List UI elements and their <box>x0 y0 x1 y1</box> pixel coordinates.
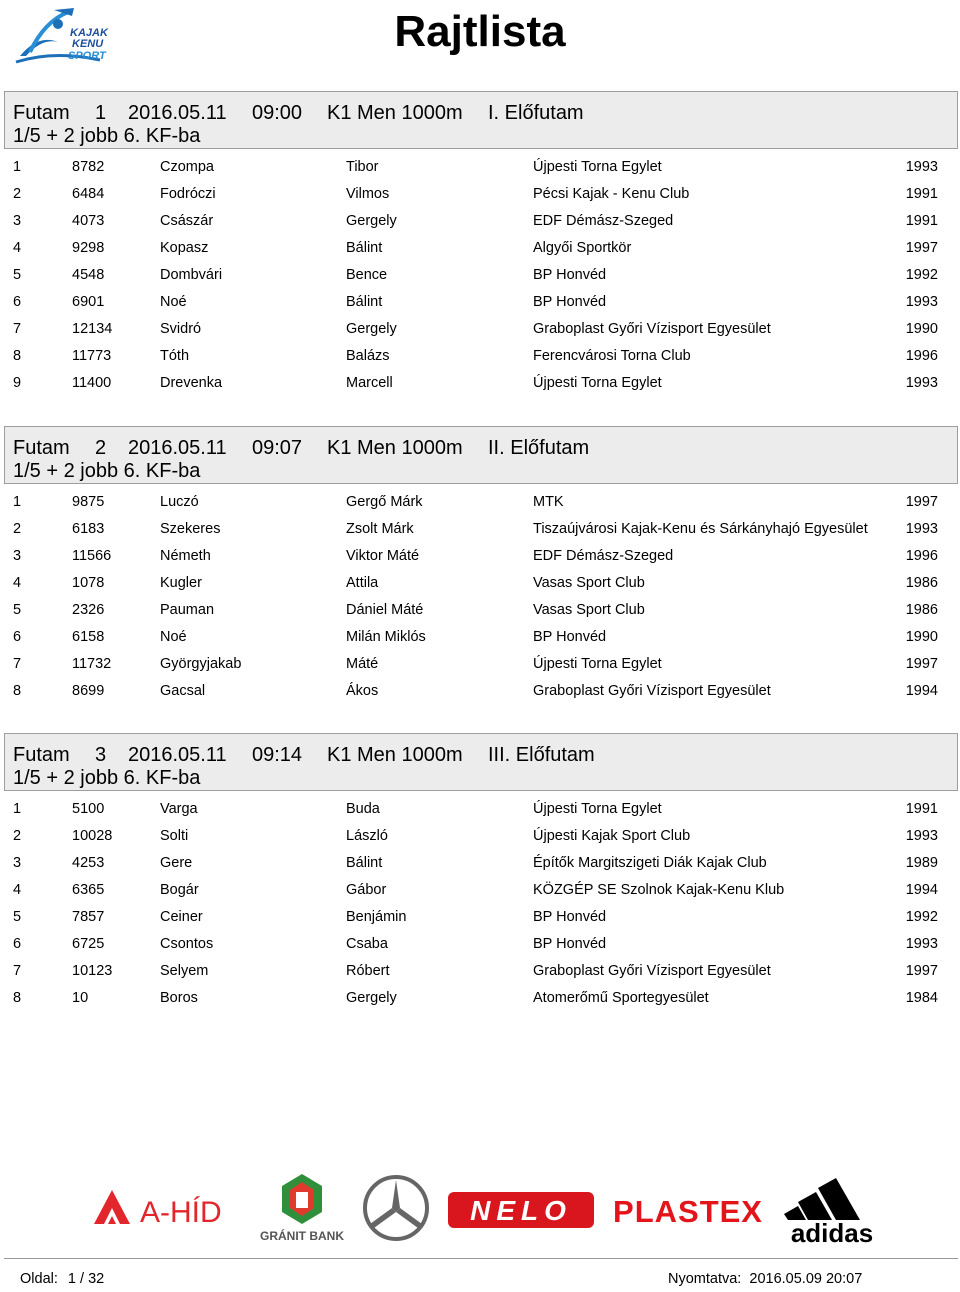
table-row <box>4 262 958 289</box>
birth-year-cell: 1986 <box>905 575 938 591</box>
table-row <box>4 570 958 597</box>
club-cell: Graboplast Győri Vízisport Egyesület <box>533 321 771 337</box>
club-cell: Újpesti Torna Egylet <box>533 375 662 391</box>
heat-label: Futam <box>13 744 70 766</box>
page-value: 1 / 32 <box>67 1271 105 1287</box>
table-row <box>4 316 958 343</box>
birth-year-cell: 1984 <box>905 990 938 1006</box>
surname-cell: Varga <box>160 801 198 817</box>
firstname-cell: Ákos <box>346 683 379 699</box>
table-row <box>4 597 958 624</box>
table-row <box>4 489 958 516</box>
surname-cell: Boros <box>160 990 198 1006</box>
heat-header <box>4 426 958 484</box>
firstname-cell: Dániel Máté <box>346 602 424 618</box>
heat-round: I. Előfutam <box>488 102 584 124</box>
heat-event: K1 Men 1000m <box>327 744 463 766</box>
club-cell: Vasas Sport Club <box>533 575 645 591</box>
firstname-cell: Benjámin <box>346 909 407 925</box>
club-cell: Ferencvárosi Torna Club <box>533 348 691 364</box>
bib-number-cell: 8782 <box>72 159 105 175</box>
birth-year-cell: 1994 <box>905 683 938 699</box>
club-cell: Pécsi Kajak - Kenu Club <box>533 186 690 202</box>
heat-header <box>4 733 958 791</box>
birth-year-cell: 1991 <box>905 213 938 229</box>
printed-value: 2016.05.09 20:07 <box>749 1271 863 1287</box>
bib-number-cell: 11773 <box>72 348 112 364</box>
bib-number-cell: 4253 <box>72 855 105 871</box>
table-row <box>4 181 958 208</box>
rank-cell: 1 <box>13 801 22 817</box>
bib-number-cell: 5100 <box>72 801 105 817</box>
svg-text:PLASTEX: PLASTEX <box>613 1194 763 1229</box>
heat-number: 2 <box>95 437 107 459</box>
firstname-cell: Vilmos <box>346 186 390 202</box>
granit-bank-logo <box>248 1172 356 1251</box>
svg-text:KAJAK: KAJAK <box>70 27 108 39</box>
birth-year-cell: 1997 <box>905 963 938 979</box>
heat-label: Futam <box>13 102 70 124</box>
table-row <box>4 289 958 316</box>
heat-number: 1 <box>95 102 107 124</box>
rank-cell: 2 <box>13 521 22 537</box>
table-row <box>4 343 958 370</box>
printed-timestamp <box>668 1271 862 1287</box>
bib-number-cell: 6725 <box>72 936 105 952</box>
table-row <box>4 904 958 931</box>
firstname-cell: Marcell <box>346 375 393 391</box>
surname-cell: Györgyjakab <box>160 656 242 672</box>
surname-cell: Bogár <box>160 882 199 898</box>
bib-number-cell: 12134 <box>72 321 113 337</box>
surname-cell: Németh <box>160 548 211 564</box>
table-row <box>4 823 958 850</box>
surname-cell: Noé <box>160 629 187 645</box>
heat-time: 09:07 <box>252 437 303 459</box>
rank-cell: 3 <box>13 548 22 564</box>
birth-year-cell: 1997 <box>905 240 938 256</box>
firstname-cell: Tibor <box>346 159 379 175</box>
birth-year-cell: 1993 <box>905 521 938 537</box>
rank-cell: 1 <box>13 159 22 175</box>
birth-year-cell: 1993 <box>905 828 938 844</box>
club-cell: Tiszaújvárosi Kajak-Kenu és Sárkányhajó Egyesület <box>533 521 868 537</box>
club-cell: Újpesti Kajak Sport Club <box>533 828 691 844</box>
heat-event: K1 Men 1000m <box>327 102 463 124</box>
surname-cell: Ceiner <box>160 909 203 925</box>
rank-cell: 6 <box>13 294 22 310</box>
bib-number-cell: 2326 <box>72 602 105 618</box>
table-row <box>4 850 958 877</box>
club-cell: Atomerőmű Sportegyesület <box>533 990 709 1006</box>
table-row <box>4 235 958 262</box>
firstname-cell: Róbert <box>346 963 390 979</box>
surname-cell: Tóth <box>160 348 190 364</box>
surname-cell: Drevenka <box>160 375 223 391</box>
firstname-cell: Viktor Máté <box>346 548 420 564</box>
bib-number-cell: 6183 <box>72 521 105 537</box>
start-list <box>4 154 958 397</box>
club-cell: Graboplast Győri Vízisport Egyesület <box>533 963 771 979</box>
rank-cell: 7 <box>13 321 22 337</box>
firstname-cell: Bálint <box>346 240 383 256</box>
heat-section <box>4 426 958 705</box>
birth-year-cell: 1990 <box>905 321 938 337</box>
firstname-cell: Gergely <box>346 990 397 1006</box>
firstname-cell: Máté <box>346 656 379 672</box>
birth-year-cell: 1991 <box>905 186 938 202</box>
heat-date: 2016.05.11 <box>128 102 227 124</box>
bib-number-cell: 1078 <box>72 575 105 591</box>
club-cell: BP Honvéd <box>533 294 607 310</box>
table-row <box>4 678 958 705</box>
bib-number-cell: 11566 <box>72 548 112 564</box>
surname-cell: Fodróczi <box>160 186 216 202</box>
firstname-cell: Zsolt Márk <box>346 521 414 537</box>
club-cell: Vasas Sport Club <box>533 602 645 618</box>
rank-cell: 8 <box>13 683 22 699</box>
birth-year-cell: 1993 <box>905 159 938 175</box>
heat-qualification: 1/5 + 2 jobb 6. KF-ba <box>13 460 201 482</box>
bib-number-cell: 11400 <box>72 375 112 391</box>
rank-cell: 3 <box>13 213 22 229</box>
table-row <box>4 624 958 651</box>
firstname-cell: Bálint <box>346 294 383 310</box>
bib-number-cell: 11732 <box>72 656 112 672</box>
table-row <box>4 985 958 1012</box>
rank-cell: 8 <box>13 990 22 1006</box>
heat-date: 2016.05.11 <box>128 437 227 459</box>
rank-cell: 4 <box>13 240 22 256</box>
rank-cell: 2 <box>13 828 22 844</box>
bib-number-cell: 6158 <box>72 629 105 645</box>
heat-label: Futam <box>13 437 70 459</box>
svg-text:SPORT: SPORT <box>68 50 106 62</box>
svg-text:adidas: adidas <box>790 1218 874 1248</box>
surname-cell: Kopasz <box>160 240 209 256</box>
table-row <box>4 154 958 181</box>
surname-cell: Császár <box>160 213 214 229</box>
firstname-cell: László <box>346 828 388 844</box>
surname-cell: Selyem <box>160 963 209 979</box>
birth-year-cell: 1994 <box>905 882 938 898</box>
club-cell: Építők Margitszigeti Diák Kajak Club <box>533 855 767 871</box>
birth-year-cell: 1993 <box>905 294 938 310</box>
table-row <box>4 931 958 958</box>
rank-cell: 5 <box>13 602 22 618</box>
page-title: Rajtlista <box>394 7 566 56</box>
birth-year-cell: 1996 <box>905 348 938 364</box>
heat-time: 09:00 <box>252 102 303 124</box>
firstname-cell: Gergely <box>346 213 397 229</box>
table-row <box>4 651 958 678</box>
firstname-cell: Csaba <box>346 936 388 952</box>
bib-number-cell: 6365 <box>72 882 105 898</box>
table-row <box>4 208 958 235</box>
surname-cell: Kugler <box>160 575 202 591</box>
heat-qualification: 1/5 + 2 jobb 6. KF-ba <box>13 767 201 789</box>
heat-header <box>4 91 958 149</box>
bib-number-cell: 7857 <box>72 909 105 925</box>
firstname-cell: Buda <box>346 801 380 817</box>
rank-cell: 5 <box>13 267 22 283</box>
heat-date: 2016.05.11 <box>128 744 227 766</box>
rank-cell: 1 <box>13 494 22 510</box>
firstname-cell: Gergő Márk <box>346 494 423 510</box>
sponsor-bar <box>4 1162 958 1259</box>
birth-year-cell: 1993 <box>905 375 938 391</box>
rank-cell: 6 <box>13 629 22 645</box>
bib-number-cell: 10 <box>72 990 89 1006</box>
club-cell: Újpesti Torna Egylet <box>533 159 662 175</box>
rank-cell: 7 <box>13 656 22 672</box>
club-cell: Újpesti Torna Egylet <box>533 656 662 672</box>
heat-section <box>4 733 958 1012</box>
bib-number-cell: 6484 <box>72 186 105 202</box>
rank-cell: 7 <box>13 963 22 979</box>
printed-label: Nyomtatva: <box>668 1271 742 1287</box>
page-indicator <box>20 1271 104 1287</box>
club-cell: EDF Démász-Szeged <box>533 548 674 564</box>
rank-cell: 9 <box>13 375 22 391</box>
birth-year-cell: 1992 <box>905 267 938 283</box>
table-row <box>4 877 958 904</box>
club-cell: BP Honvéd <box>533 936 607 952</box>
heat-time: 09:14 <box>252 744 303 766</box>
rank-cell: 3 <box>13 855 22 871</box>
club-cell: BP Honvéd <box>533 267 607 283</box>
svg-text:A-HÍD: A-HÍD <box>140 1196 222 1229</box>
club-cell: Algyői Sportkör <box>533 240 632 256</box>
birth-year-cell: 1996 <box>905 548 938 564</box>
bib-number-cell: 8699 <box>72 683 105 699</box>
club-cell: BP Honvéd <box>533 629 607 645</box>
birth-year-cell: 1986 <box>905 602 938 618</box>
birth-year-cell: 1997 <box>905 494 938 510</box>
birth-year-cell: 1993 <box>905 936 938 952</box>
table-row <box>4 958 958 985</box>
bib-number-cell: 9298 <box>72 240 105 256</box>
surname-cell: Gacsal <box>160 683 206 699</box>
club-cell: KÖZGÉP SE Szolnok Kajak-Kenu Klub <box>533 882 785 898</box>
rank-cell: 4 <box>13 575 22 591</box>
birth-year-cell: 1997 <box>905 656 938 672</box>
heat-event: K1 Men 1000m <box>327 437 463 459</box>
surname-cell: Dombvári <box>160 267 223 283</box>
surname-cell: Solti <box>160 828 189 844</box>
birth-year-cell: 1991 <box>905 801 938 817</box>
firstname-cell: Bálint <box>346 855 383 871</box>
club-cell: EDF Démász-Szeged <box>533 213 674 229</box>
heat-qualification: 1/5 + 2 jobb 6. KF-ba <box>13 125 201 147</box>
firstname-cell: Gábor <box>346 882 387 898</box>
bib-number-cell: 4548 <box>72 267 105 283</box>
svg-text:NELO: NELO <box>470 1195 572 1226</box>
bib-number-cell: 10123 <box>72 963 113 979</box>
firstname-cell: Milán Miklós <box>346 629 426 645</box>
firstname-cell: Bence <box>346 267 388 283</box>
start-list <box>4 796 958 1012</box>
club-cell: MTK <box>533 494 564 510</box>
surname-cell: Noé <box>160 294 187 310</box>
club-cell: Újpesti Torna Egylet <box>533 801 662 817</box>
birth-year-cell: 1992 <box>905 909 938 925</box>
rank-cell: 8 <box>13 348 22 364</box>
club-cell: BP Honvéd <box>533 909 607 925</box>
surname-cell: Csontos <box>160 936 214 952</box>
adidas-logo <box>774 1168 894 1251</box>
nelo-logo <box>446 1190 596 1235</box>
plastex-logo <box>608 1190 768 1235</box>
heat-section <box>4 91 958 397</box>
table-row <box>4 543 958 570</box>
bib-number-cell: 6901 <box>72 294 105 310</box>
table-row <box>4 796 958 823</box>
heat-round: III. Előfutam <box>488 744 595 766</box>
bib-number-cell: 4073 <box>72 213 105 229</box>
svg-text:KENU: KENU <box>72 38 104 50</box>
svg-text:GRÁNIT BANK: GRÁNIT BANK <box>260 1229 344 1243</box>
rank-cell: 6 <box>13 936 22 952</box>
table-row <box>4 516 958 543</box>
mercedes-benz-logo <box>360 1172 432 1249</box>
surname-cell: Gere <box>160 855 193 871</box>
heat-number: 3 <box>95 744 107 766</box>
heat-round: II. Előfutam <box>488 437 590 459</box>
birth-year-cell: 1990 <box>905 629 938 645</box>
rank-cell: 2 <box>13 186 22 202</box>
table-row <box>4 370 958 397</box>
surname-cell: Svidró <box>160 321 202 337</box>
bib-number-cell: 10028 <box>72 828 113 844</box>
start-list <box>4 489 958 705</box>
surname-cell: Czompa <box>160 159 214 175</box>
rank-cell: 5 <box>13 909 22 925</box>
a-hid-logo <box>92 1186 246 1233</box>
firstname-cell: Gergely <box>346 321 397 337</box>
surname-cell: Luczó <box>160 494 199 510</box>
surname-cell: Pauman <box>160 602 215 618</box>
surname-cell: Szekeres <box>160 521 221 537</box>
club-cell: Graboplast Győri Vízisport Egyesület <box>533 683 771 699</box>
firstname-cell: Balázs <box>346 348 390 364</box>
firstname-cell: Attila <box>346 575 379 591</box>
rank-cell: 4 <box>13 882 22 898</box>
birth-year-cell: 1989 <box>905 855 938 871</box>
bib-number-cell: 9875 <box>72 494 105 510</box>
page-label: Oldal: <box>20 1271 58 1287</box>
